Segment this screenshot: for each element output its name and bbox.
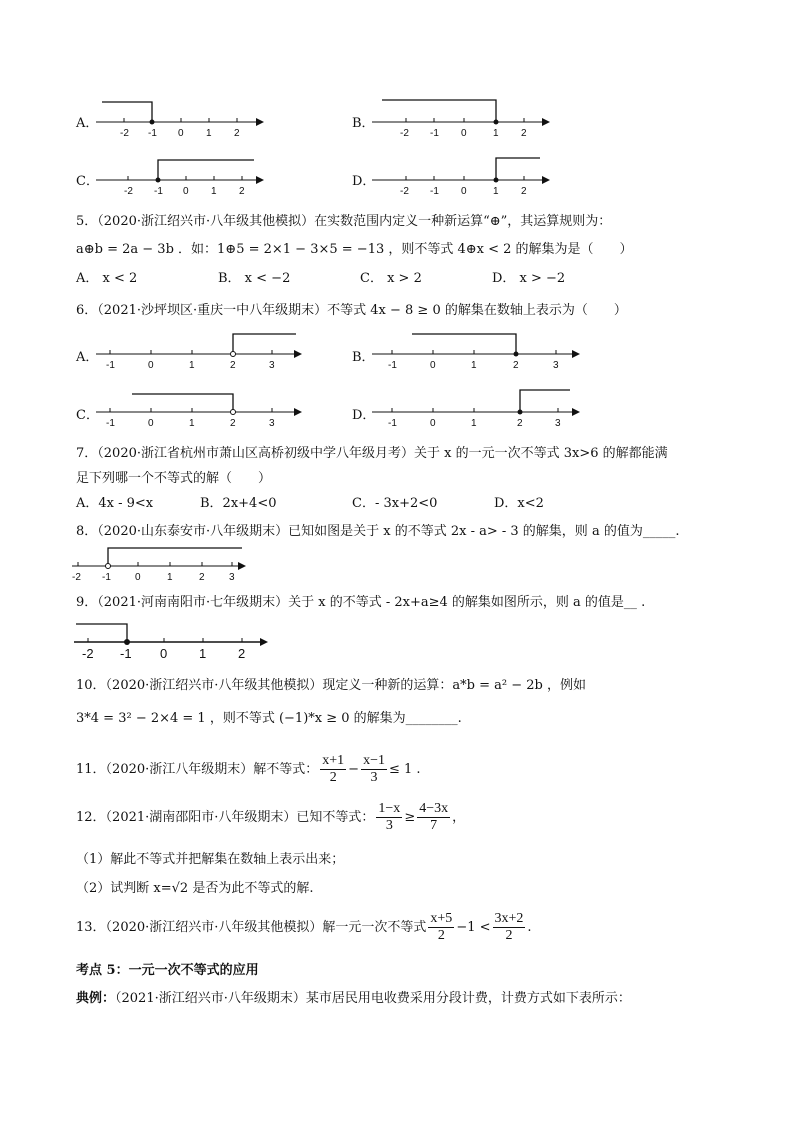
- q13-question: [76, 908, 532, 948]
- svg-text:0: 0: [461, 128, 467, 139]
- svg-text:-2: -2: [124, 186, 133, 197]
- svg-text:-2: -2: [82, 646, 94, 661]
- svg-text:0: 0: [148, 360, 154, 371]
- q5-question-line2: a⊕b = 2a − 3b ．如：1⊕5 = 2×1 − 3×5 = −13 ，则不等式 4⊕x < 2 的解集为是（ ）: [76, 242, 633, 257]
- example-label: 典例：: [76, 991, 116, 1006]
- q6-option-b-label: B．: [352, 350, 375, 365]
- svg-text:1: 1: [211, 186, 217, 197]
- svg-text:-2: -2: [120, 128, 129, 139]
- q5-question-line1: 5．（2020·浙江绍兴市·八年级其他模拟）在实数范围内定义一种新运算“⊕”，其运算规则为：: [76, 214, 612, 229]
- q6-number-line-a: [96, 330, 306, 372]
- example-text: （2021·浙江绍兴市·八年级期末）某市居民用电收费采用分段计费，计费方式如下表所示：: [115, 991, 631, 1006]
- example-line: [76, 990, 631, 1008]
- q7-question-line2: 足下列哪一个不等式的解（ ）: [76, 471, 272, 486]
- svg-text:3: 3: [269, 360, 275, 371]
- svg-text:-2: -2: [72, 572, 81, 583]
- q11-fraction-2: $\frac{x-1}{3}$: [363, 753, 385, 785]
- svg-text:1: 1: [471, 360, 477, 371]
- q11-operator: −: [348, 762, 360, 777]
- q13-prefix: 13．（2020·浙江绍兴市·八年级其他模拟）解一元一次不等式: [76, 920, 427, 935]
- q11-fraction-1: $\frac{x+1}{2}$: [322, 753, 345, 785]
- q4-number-line-d: [372, 156, 552, 198]
- svg-text:1: 1: [493, 128, 499, 139]
- q8-number-line: [72, 542, 252, 584]
- q13-fraction-2: $\frac{3x+2}{2}$: [494, 911, 524, 943]
- svg-text:3: 3: [553, 360, 559, 371]
- q12-suffix: ，: [452, 810, 466, 825]
- svg-text:2: 2: [513, 360, 519, 371]
- svg-text:0: 0: [160, 646, 168, 661]
- q4-option-b-label: B．: [352, 116, 375, 131]
- svg-text:-1: -1: [102, 572, 111, 583]
- svg-text:-1: -1: [120, 646, 132, 661]
- svg-text:-1: -1: [106, 360, 115, 371]
- q6-question: 6．（2021·沙坪坝区·重庆一中八年级期末）不等式 4x − 8 ≥ 0 的解集在数轴上表示为（ ）: [76, 303, 627, 318]
- svg-text:-1: -1: [430, 186, 439, 197]
- q6-number-line-c: [96, 388, 306, 430]
- svg-text:2: 2: [234, 128, 240, 139]
- svg-text:3: 3: [555, 418, 561, 429]
- q6-number-line-b: [372, 330, 584, 372]
- svg-text:-1: -1: [388, 360, 397, 371]
- svg-text:1: 1: [189, 418, 195, 429]
- svg-text:-1: -1: [388, 418, 397, 429]
- svg-text:1: 1: [493, 186, 499, 197]
- q9-number-line: [74, 620, 274, 662]
- svg-text:-1: -1: [106, 418, 115, 429]
- svg-text:0: 0: [430, 360, 436, 371]
- q5-option-a: A． x < 2: [76, 271, 138, 286]
- svg-text:0: 0: [178, 128, 184, 139]
- svg-text:1: 1: [199, 646, 207, 661]
- q4-number-line-c: [96, 156, 266, 198]
- q13-fraction-1: $\frac{x+5}{2}$: [430, 911, 453, 943]
- svg-text:0: 0: [430, 418, 436, 429]
- q4-option-d-label: D．: [352, 174, 376, 189]
- svg-text:-1: -1: [430, 128, 439, 139]
- q6-number-line-d: [372, 388, 584, 430]
- q11-prefix: 11．（2020·浙江八年级期末）解不等式：: [76, 762, 319, 777]
- svg-text:1: 1: [206, 128, 212, 139]
- section-title: 考点 5：一元一次不等式的应用: [76, 963, 259, 978]
- svg-text:3: 3: [229, 572, 235, 583]
- q12-prefix: 12．（2021·湖南邵阳市·八年级期末）已知不等式：: [76, 810, 375, 825]
- svg-text:2: 2: [238, 646, 246, 661]
- q13-suffix: .: [527, 920, 532, 935]
- q4-option-a-label: A．: [76, 116, 99, 131]
- q7-question-line1: 7．（2020·浙江省杭州市萧山区高桥初级中学八年级月考）关于 x 的一元一次不等式 3x>6 的解都能满: [76, 446, 668, 461]
- q7-option-b: B．2x+4<0: [200, 496, 277, 511]
- svg-text:-1: -1: [154, 186, 163, 197]
- svg-text:-2: -2: [400, 128, 409, 139]
- q6-option-a-label: A．: [76, 350, 99, 365]
- q10-question-line2: 3*4 = 3² − 2×4 = 1 ，则不等式 (−1)*x ≥ 0 的解集为________.: [76, 711, 462, 726]
- q6-option-d-label: D．: [352, 408, 376, 423]
- svg-text:0: 0: [148, 418, 154, 429]
- svg-text:2: 2: [521, 186, 527, 197]
- svg-text:2: 2: [230, 418, 236, 429]
- svg-text:-1: -1: [148, 128, 157, 139]
- q12-subquestion-1: （1）解此不等式并把解集在数轴上表示出来；: [76, 852, 345, 867]
- q4-number-line-a: [96, 98, 266, 140]
- q12-fraction-2: $\frac{4-3x}{7}$: [419, 801, 449, 833]
- svg-text:1: 1: [471, 418, 477, 429]
- svg-text:3: 3: [269, 418, 275, 429]
- q13-operator: −1 <: [456, 920, 491, 935]
- q9-question: 9．（2021·河南南阳市·七年级期末）关于 x 的不等式 - 2x+a≥4 的解集如图所示，则 a 的值是__ .: [76, 595, 646, 610]
- svg-text:0: 0: [461, 186, 467, 197]
- svg-text:2: 2: [239, 186, 245, 197]
- svg-text:1: 1: [189, 360, 195, 371]
- svg-text:2: 2: [230, 360, 236, 371]
- q6-option-c-label: C．: [76, 408, 99, 423]
- q12-fraction-1: $\frac{1-x}{3}$: [378, 801, 401, 833]
- q7-option-a: A．4x - 9<x: [76, 496, 154, 511]
- svg-text:-2: -2: [400, 186, 409, 197]
- q4-number-line-b: [372, 98, 552, 140]
- q4-option-c-label: C．: [76, 174, 99, 189]
- svg-text:1: 1: [167, 572, 173, 583]
- svg-text:2: 2: [521, 128, 527, 139]
- svg-text:2: 2: [199, 572, 205, 583]
- q5-option-c: C． x > 2: [360, 271, 422, 286]
- q12-question: [76, 798, 465, 838]
- q7-option-c: C．- 3x+2<0: [352, 496, 438, 511]
- q8-question: 8．（2020·山东泰安市·八年级期末）已知如图是关于 x 的不等式 2x - a> - 3 的解集，则 a 的值为_____.: [76, 524, 680, 539]
- svg-text:0: 0: [135, 572, 141, 583]
- q11-suffix: ≤ 1 .: [388, 762, 421, 777]
- q12-subquestion-2: （2）试判断 x=√2 是否为此不等式的解.: [76, 881, 314, 896]
- q5-option-d: D． x > −2: [492, 271, 566, 286]
- q5-option-b: B． x < −2: [218, 271, 291, 286]
- q12-operator: ≥: [404, 810, 416, 825]
- svg-text:2: 2: [517, 418, 523, 429]
- svg-text:0: 0: [183, 186, 189, 197]
- q11-question: [76, 750, 421, 790]
- q7-option-d: D．x<2: [494, 496, 544, 511]
- q10-question-line1: 10．（2020·浙江绍兴市·八年级其他模拟）现定义一种新的运算：a*b = a² − 2b ，例如: [76, 678, 586, 693]
